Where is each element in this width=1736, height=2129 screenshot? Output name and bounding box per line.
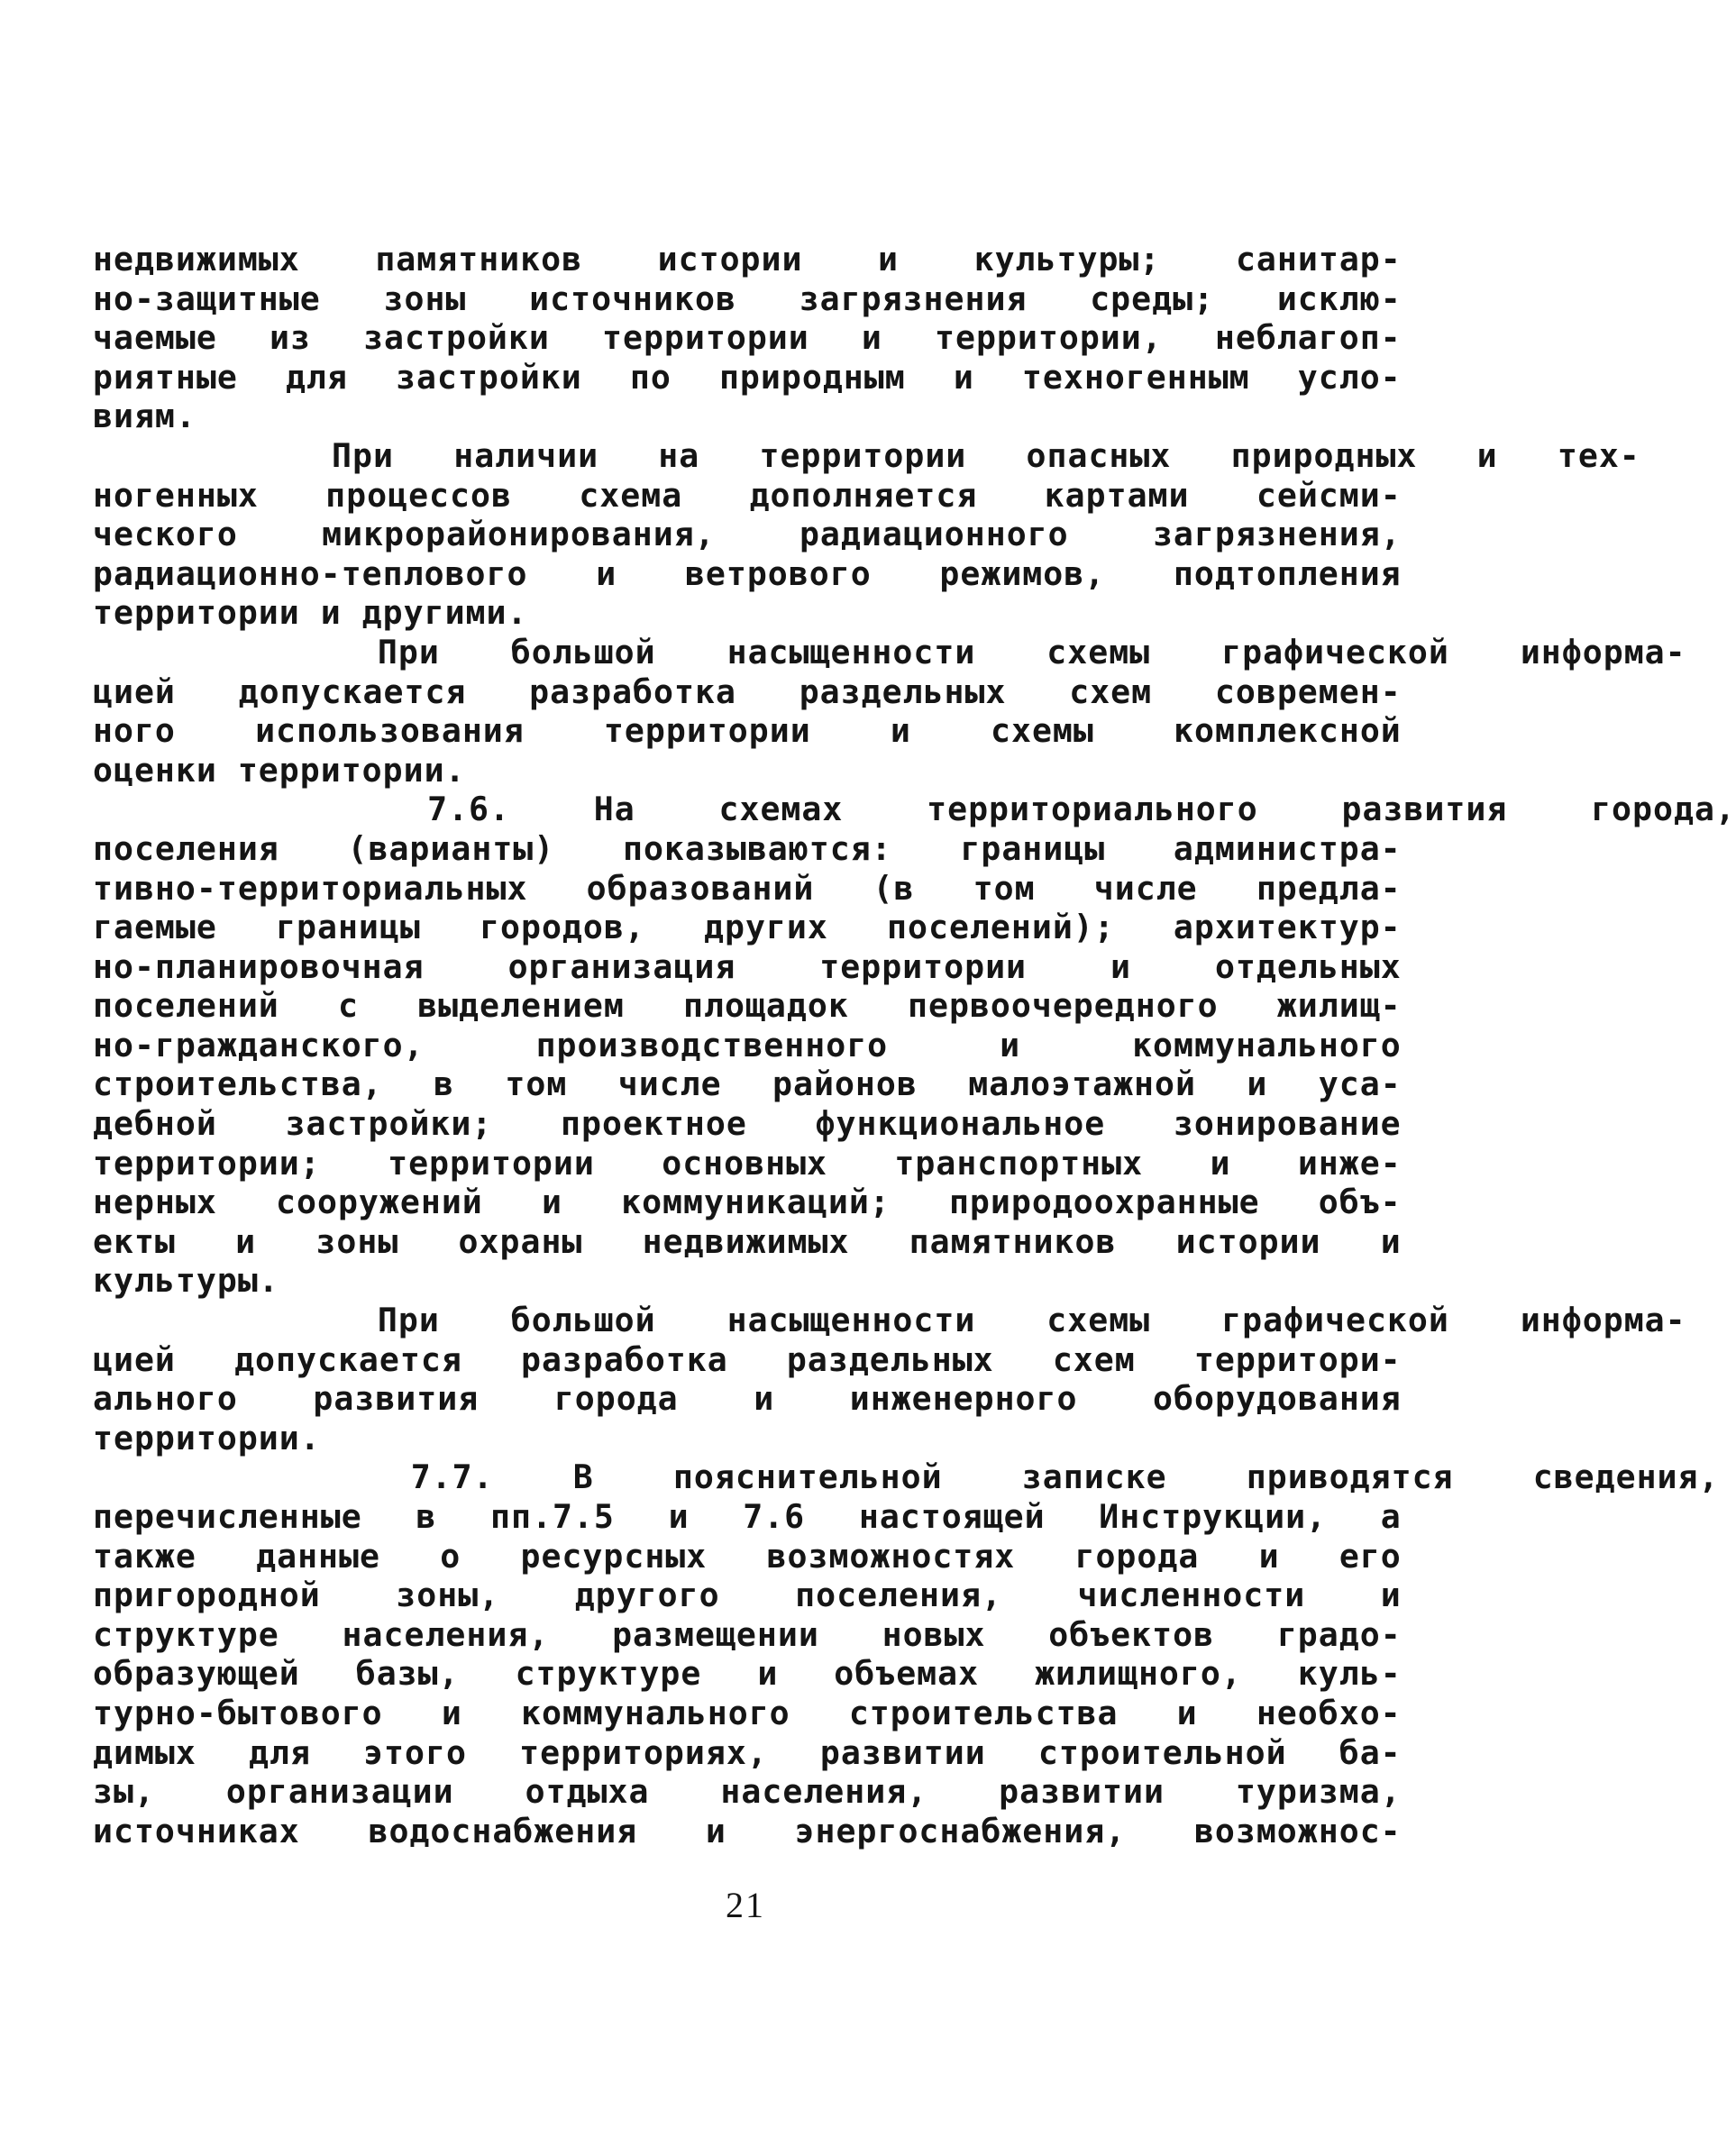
text-line: но-защитные зоны источников загрязнения среды; исклю- <box>93 279 1402 318</box>
text-line: структуре населения, размещении новых объектов градо- <box>93 1614 1402 1654</box>
text-line: При большой насыщенности схемы графической информа- <box>93 632 1686 672</box>
text-line: ческого микрорайонирования, радиационного загрязнения, <box>93 515 1402 554</box>
body-text <box>93 240 1736 1850</box>
text-line: ального развития города и инженерного оборудования <box>93 1379 1402 1419</box>
text-line: культуры. <box>93 1261 279 1301</box>
text-line: 7.7. В пояснительной записке приводятся сведения, <box>93 1457 1720 1497</box>
text-line: также данные о ресурсных возможностях города и его <box>93 1536 1402 1576</box>
text-line: риятные для застройки по природным и техногенным усло- <box>93 357 1402 397</box>
text-line: территории; территории основных транспортных и инже- <box>93 1143 1402 1183</box>
text-line: гаемые границы городов, других поселений); архитектур- <box>93 908 1402 947</box>
text-line: но-гражданского, производственного и коммунального <box>93 1025 1402 1064</box>
text-line: турно-бытового и коммунального строительства и необхо- <box>93 1693 1402 1732</box>
text-line: зы, организации отдыха населения, развитии туризма, <box>93 1772 1402 1812</box>
text-line: тивно-территориальных образований (в том числе предла- <box>93 868 1402 908</box>
text-line: поселений с выделением площадок первоочередного жилищ- <box>93 986 1402 1026</box>
text-line: виям. <box>93 397 196 436</box>
text-line: источниках водоснабжения и энергоснабжения, возможнос- <box>93 1811 1402 1850</box>
text-line: цией допускается разработка раздельных схем территори- <box>93 1339 1402 1379</box>
text-line: но-планировочная организация территории и отдельных <box>93 946 1402 986</box>
text-line: При наличии на территории опасных природных и тех- <box>93 435 1640 475</box>
text-line: нерных сооружений и коммуникаций; природоохранные объ- <box>93 1183 1402 1222</box>
text-line: образующей базы, структуре и объемах жилищного, куль- <box>93 1654 1402 1694</box>
text-line: цией допускается разработка раздельных схем современ- <box>93 672 1402 711</box>
text-line: недвижимых памятников истории и культуры; санитар- <box>93 240 1402 279</box>
page-number: 21 <box>726 1885 765 1925</box>
text-line: строительства, в том числе районов малоэтажной и уса- <box>93 1064 1402 1104</box>
text-line: территории. <box>93 1418 321 1457</box>
text-line: 7.6. На схемах территориального развития города, <box>93 790 1736 829</box>
text-line: димых для этого территориях, развитии строительной ба- <box>93 1732 1402 1772</box>
text-line: оценки территории. <box>93 750 466 790</box>
text-line: поселения (варианты) показываются: границы администра- <box>93 828 1402 868</box>
text-line: ного использования территории и схемы комплексной <box>93 711 1402 751</box>
text-line: ногенных процессов схема дополняется картами сейсми- <box>93 475 1402 515</box>
text-line: екты и зоны охраны недвижимых памятников истории и <box>93 1221 1402 1261</box>
text-line: При большой насыщенности схемы графической информа- <box>93 1301 1686 1340</box>
text-line: радиационно-теплового и ветрового режимов, подтопления <box>93 553 1402 593</box>
text-line: чаемые из застройки территории и территории, неблагоп- <box>93 318 1402 358</box>
text-line: дебной застройки; проектное функциональное зонирование <box>93 1104 1402 1144</box>
text-line: территории и другими. <box>93 593 528 633</box>
text-line: перечисленные в пп.7.5 и 7.6 настоящей Инструкции, а <box>93 1497 1402 1536</box>
text-line: пригородной зоны, другого поселения, численности и <box>93 1576 1402 1615</box>
